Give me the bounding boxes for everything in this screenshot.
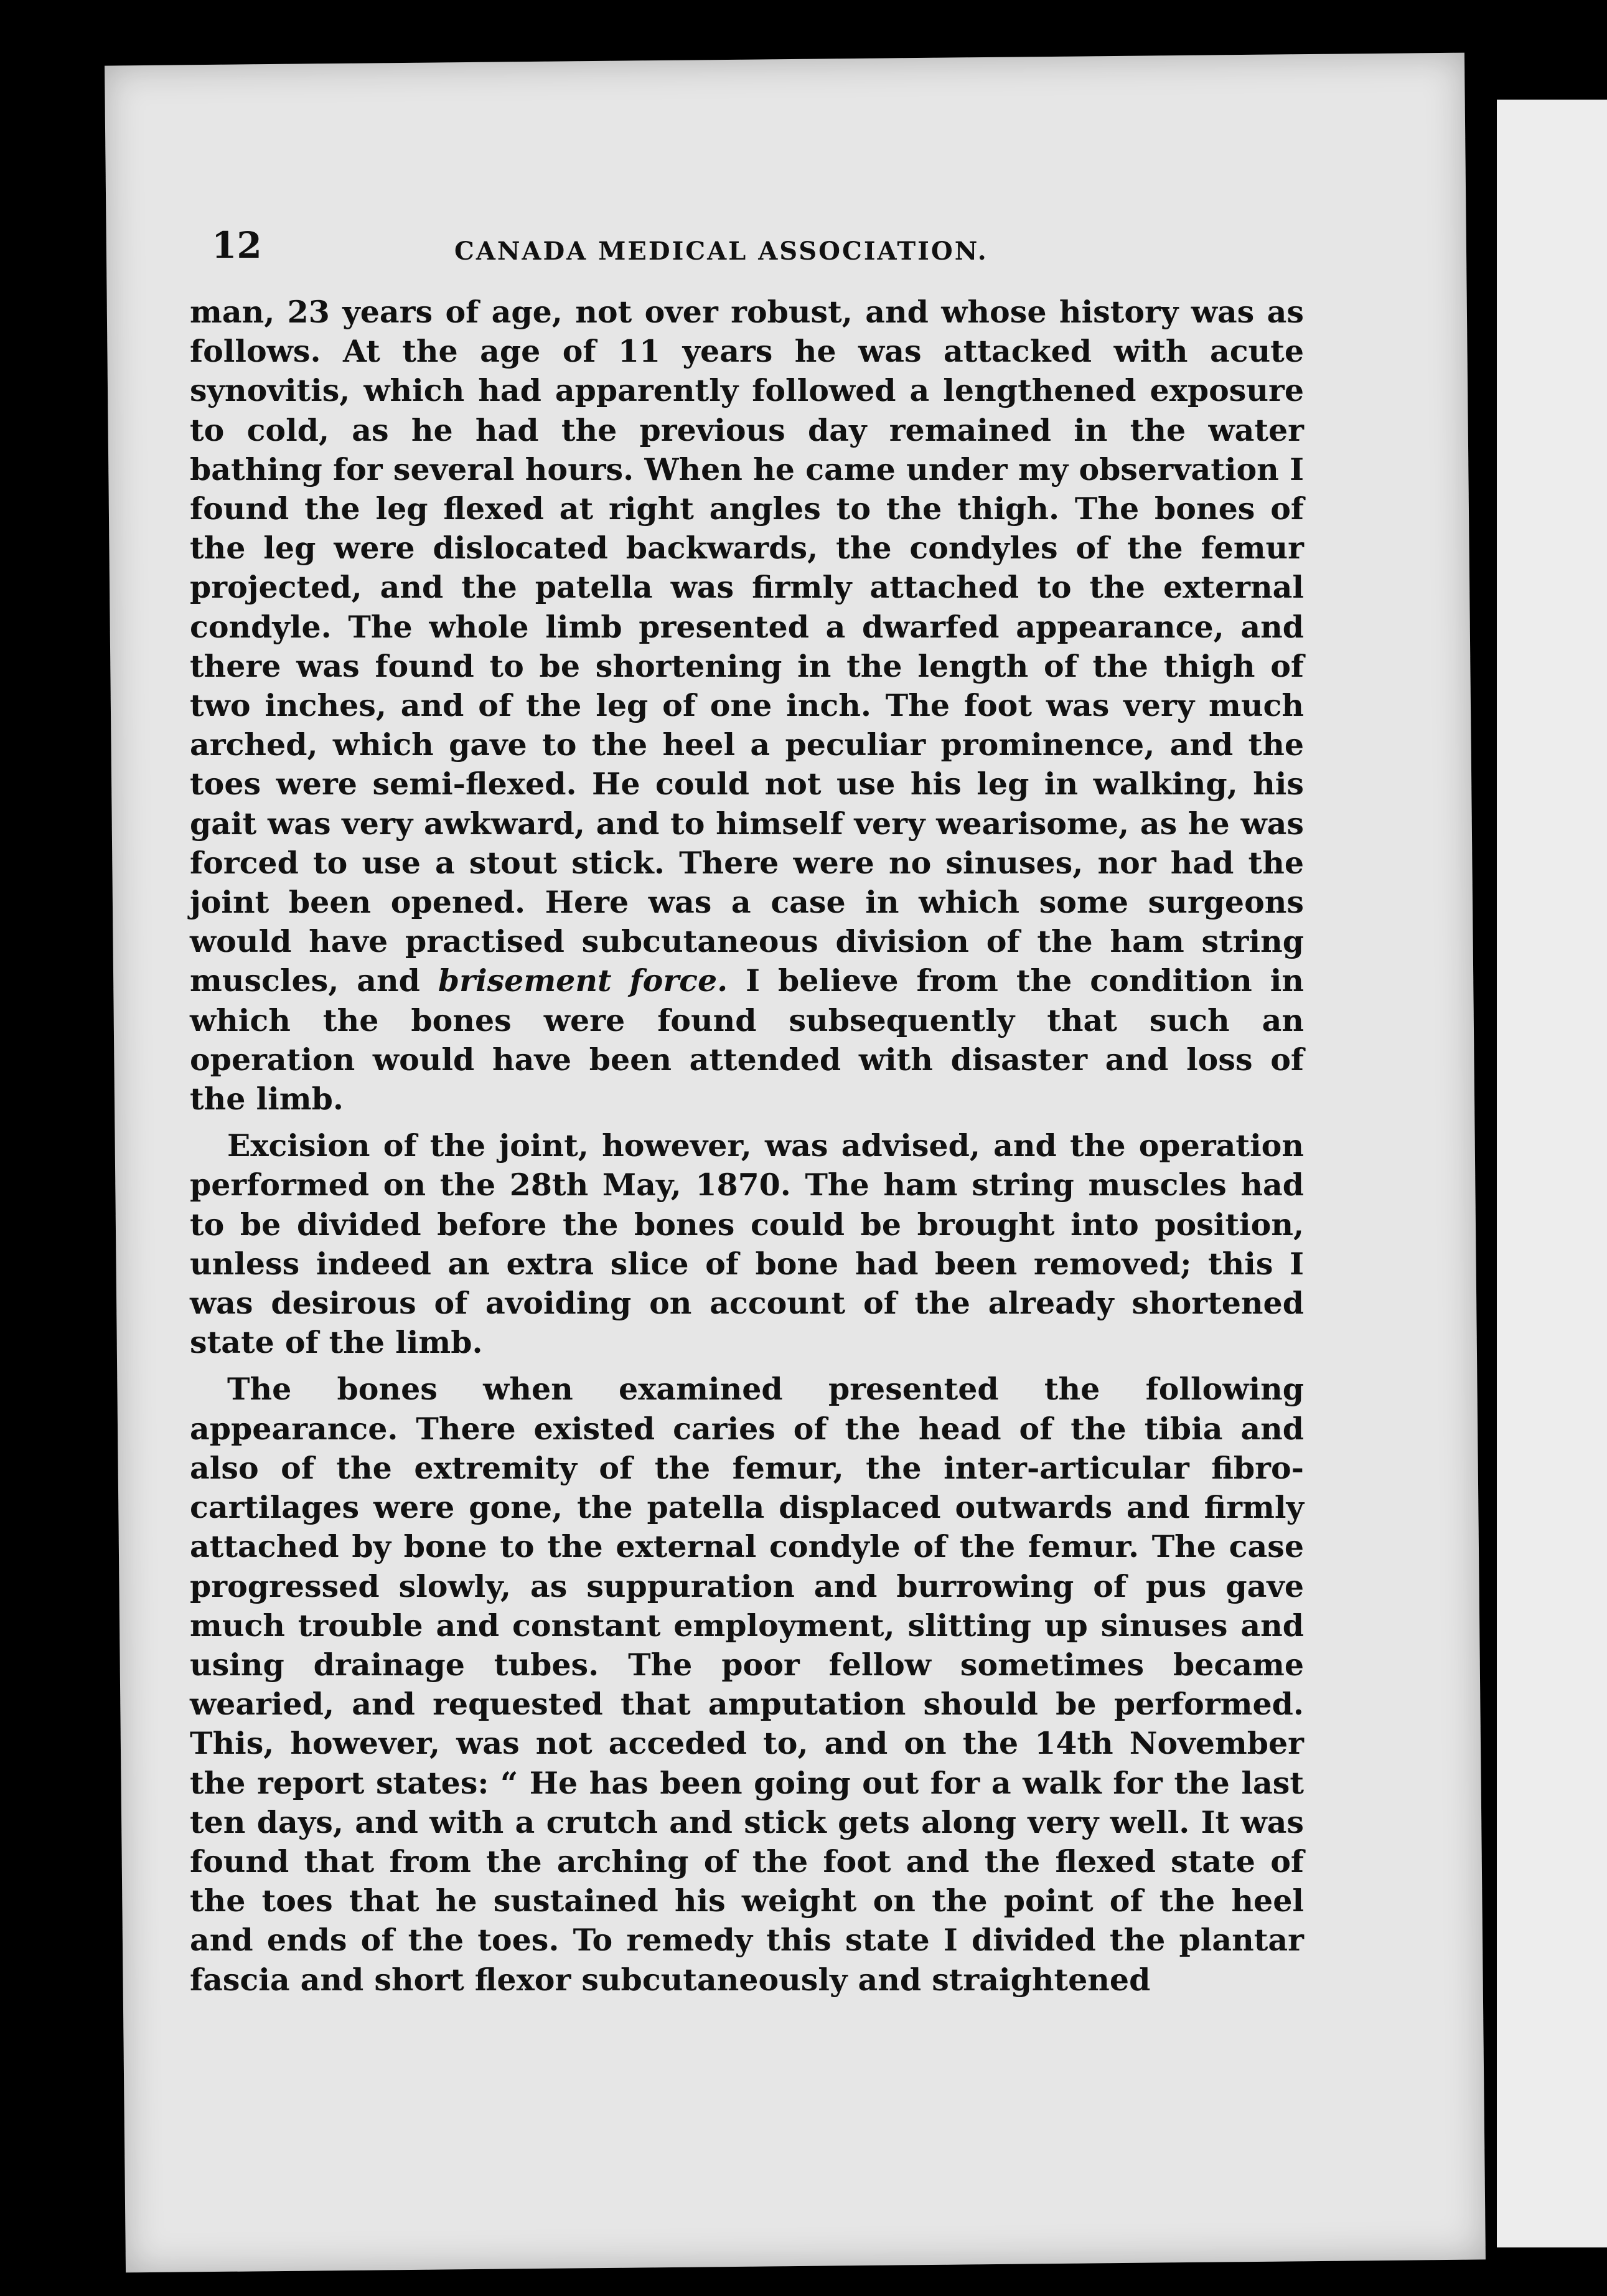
paragraph-text: man, 23 years of age, not over robust, and whose history was as follows. At the age of 11 years he was attacked with acute synovitis, which had apparently followed a lengthened exposure to cold, as he had the previous day remained in the water bathing for several hours. When he came under my observation I found the leg flexed at right angles to the thigh. The bones of the leg were dislocated backwards, the condyles of the femur projected, and the patella was firmly attached to the external condyle. The whole limb presented a dwarfed appearance, and there was found to be shortening in the length of the thigh of two inches, and of the leg of one inch. The foot was very much arched, which gave to the heel a peculiar prominence, and the toes were semi-flexed. He could not use his leg in walking, his gait was very awkward, and to himself very wearisome, as he was forced to use a stout stick. There were no sinuses, nor had the joint been opened. Here was a case in which some surgeons would have practised subcutaneous division of the ham string muscles, and	[190, 294, 1304, 999]
paragraph-text: I believe from the condition in which the bones were found subsequently that such an operation would have been attended with disaster and loss of the limb.	[190, 962, 1304, 1117]
paragraph-operation: Excision of the joint, however, was advised, and the operation performed on the 28th May, 1870. The ham string muscles had to be divided before the bones could be brought into position, unless indeed an extra slice of bone had been removed; this I was desirous of avoiding on account of the already shortened state of the limb.	[190, 1127, 1304, 1361]
page-number: 12	[212, 224, 262, 266]
running-head	[212, 212, 1295, 280]
adjacent-page-strip	[1497, 100, 1607, 2247]
italic-term: brisement force.	[438, 962, 728, 999]
journal-title: CANADA MEDICAL ASSOCIATION.	[454, 237, 988, 266]
body-text	[190, 293, 1304, 2000]
paragraph-case-history	[190, 293, 1304, 1119]
paragraph-examination: The bones when examined presented the following appearance. There existed caries of the head of the tibia and also of the extremity of the femur, the inter-articular fibro-cartilages were gone, the patella displaced outwards and firmly attached by bone to the external condyle of the femur. The case progressed slowly, as suppuration and burrowing of pus gave much trouble and constant employment, slitting up sinuses and using drainage tubes. The poor fellow sometimes became wearied, and requested that amputation should be performed. This, however, was not acceded to, and on the 14th November the report states: “ He has been going out for a walk for the last ten days, and with a crutch and stick gets along very well. It was found that from the arching of the foot and the flexed state of the toes that he sustained his weight on the point of the heel and ends of the toes. To remedy this state I divided the plantar fascia and short flexor subcutaneously and straightened	[190, 1371, 1304, 1998]
